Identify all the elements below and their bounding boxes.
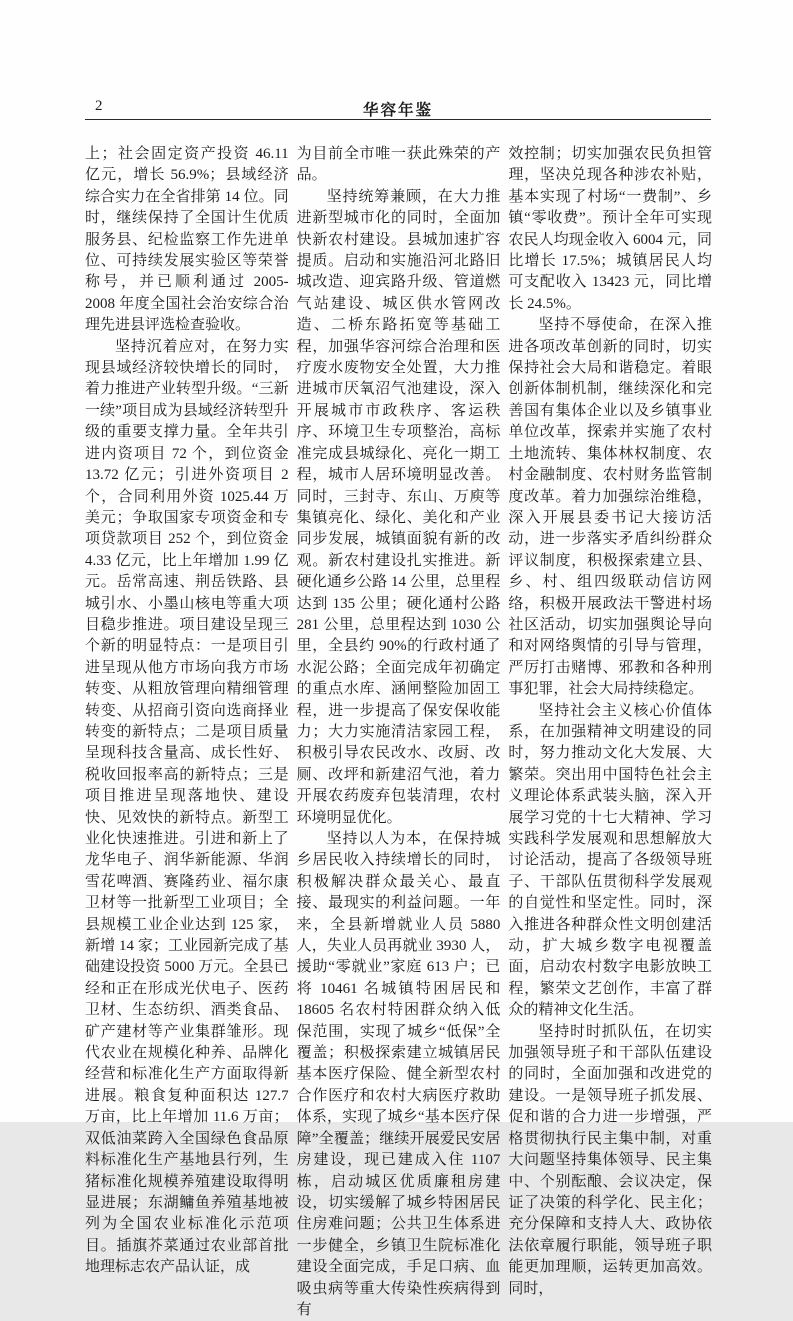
text-column-2 <box>296 144 501 1318</box>
text-columns <box>85 144 713 1318</box>
paragraph: 效控制；切实加强农民负担管理，坚决兑现各种涉农补贴，基本实现了村场“一费制”、乡镇“零收费”。预计全年可实现农民人均现金收入 6004 元，同比增长 17.5%；城镇居民人均可支配收入 13423 元，同比增长 24.5%。 <box>508 146 713 312</box>
page-title: 华容年鉴 <box>362 102 433 119</box>
paragraph: 上；社会固定资产投资 46.11 亿元，增长 56.9%；县域经济综合实力在全省排第 14 位。同时，继续保持了全国计生优质服务县、纪检监察工作先进单位、可持续发展实验区等荣誉称号，并已顺利通过 2005-2008 年度全国社会治安综合治理先进县评选检查验收。 <box>85 146 289 334</box>
paragraph: 坚持统筹兼顾，在大力推进新型城市化的同时，全面加快新农村建设。县城加速扩容提质。启动和实施沿河北路旧城改造、迎宾路升级、管道燃气站建设、城区供水管网改造、二桥东路拓宽等基础工程，加强华容河综合治理和医疗废水废物安全处置，大力推进城市厌氧沼气池建设，深入开展城市市政秩序、客运秩序、环境卫生专项整治，高标准完成县城绿化、亮化一期工程，城市人居环境明显改善。同时，三封寺、东山、万庾等集镇亮化、绿化、美化和产业同步发展，城镇面貌有新的改观。新农村建设扎实推进。新硬化通乡公路 14 公里，总里程达到 135 公里；硬化通村公路 281 公里，总里程达到 1030 公里，全县约 90%的行政村通了水泥公路；全面完成年初确定的重点水库、涵闸整险加固工程，进一步提高了保安保收能力；大力实施清洁家园工程，积极引导农民改水、改厨、改厕、改坪和新建沼气池，着力开展农药废弃包装清理，农村环境明显优化。 <box>296 188 501 826</box>
text-column-3 <box>508 144 713 1297</box>
paragraph: 坚持社会主义核心价值体系，在加强精神文明建设的同时，努力推动文化大发展、大繁荣。突出用中国特色社会主义理论体系武装头脑，深入开展学习党的十七大精神、学习实践科学发展观和思想解放大讨论活动，提高了各级领导班子、干部队伍贯彻科学发展观的自觉性和坚定性。同时，深入推进各种群众性文明创建活动，扩大城乡数字电视覆盖面，启动农村数字电影放映工程，繁荣文艺创作，丰富了群众的精神文化生活。 <box>508 702 713 1019</box>
header-rule <box>85 119 711 120</box>
page-header <box>85 98 711 118</box>
paragraph: 坚持沉着应对，在努力实现县域经济较快增长的同时，着力推进产业转型升级。“三新一续”项目成为县域经济转型升级的重要支撑力量。全年共引进内资项目 72 个，到位资金 13.72 亿元；引进外资项目 2 个，合同利用外资 1025.44 万美元；争取国家专项资金和专项贷款项目 252 个，到位资金 4.33 亿元，比上年增加 1.99 亿元。岳常高速、荆岳铁路、县城引水、小墨山核电等重大项目稳步推进。项目建设呈现三个新的明显特点：一是项目引进呈现从他方市场向我方市场转变、从粗放管理向精细管理转变、从招商引资向选商择业转变的新特点；二是项目质量呈现科技含量高、成长性好、税收回报率高的新特点；三是项目推进呈现落地快、建设快、见效快的新特点。新型工业化快速推进。引进和新上了龙华电子、润华新能源、华润雪花啤酒、赛隆药业、福尔康卫材等一批新型工业项目；全县规模工业企业达到 125 家，新增 14 家；工业园新完成了基础建设投资 5000 万元。全县已经和正在形成光伏电子、医药卫材、生态纺织、酒类食品、矿产建材等产业集群雏形。现代农业在规模化种养、品牌化经营和标准化生产方面取得新进展。粮食复种面积达 127.7 万亩，比上年增加 11.6 万亩；双低油菜跨入全国绿色食品原料标准化生产基地县行列，生猪标准化规模养殖建设取得明显进展；东湖鳙鱼养殖基地被列为全国农业标准化示范项目。插旗芥菜通过农业部首批地理标志农产品认证，成 <box>85 338 289 1276</box>
text-column-1 <box>85 144 289 1276</box>
page-number: 2 <box>95 98 103 114</box>
paragraph: 坚持不辱使命，在深入推进各项改革创新的同时，切实保持社会大局和谐稳定。着眼创新体制机制，继续深化和完善国有集体企业以及乡镇事业单位改革，探索并实施了农村土地流转、集体林权制度、农村金融制度、农村财务监管制度改革。着力加强综治维稳，深入开展县委书记大接访活动，进一步落实矛盾纠纷群众评议制度，积极探索建立县、乡、村、组四级联动信访网络，积极开展政法干警进村场社区活动，切实加强舆论导向和对网络舆情的引导与管理，严厉打击赌博、邪教和各种刑事犯罪，社会大局持续稳定。 <box>508 317 713 698</box>
paragraph: 坚持以人为本，在保持城乡居民收入持续增长的同时，积极解决群众最关心、最直接、最现实的利益问题。一年来，全县新增就业人员 5880 人，失业人员再就业 3930 人，援助“零就业”家庭 613 户；已将 10461 名城镇特困居民和 18605 名农村特困群众纳入低保范围，实现了城乡“低保”全覆盖；积极探索建立城镇居民基本医疗保险、健全新型农村合作医疗和农村大病医疗救助体系，实现了城乡“基本医疗保障”全覆盖；继续开展爱民安居房建设，现已建成入住 1107 栋，启动城区优质廉租房建设，切实缓解了城乡特困居民住房难问题；公共卫生体系进一步健全，乡镇卫生院标准化建设全面完成，手足口病、血吸虫病等重大传染性疾病得到有 <box>296 831 501 1318</box>
paragraph: 坚持时时抓队伍，在切实加强领导班子和干部队伍建设的同时，全面加强和改进党的建设。一是领导班子抓发展、促和谐的合力进一步增强，严格贯彻执行民主集中制，对重大问题坚持集体领导、民主集中、个别酝酿、会议决定，保证了决策的科学化、民主化；充分保障和支持人大、政协依法依章履行职能，领导班子职能更加理顺，运转更加高效。同时， <box>508 1023 713 1297</box>
paragraph: 为目前全市唯一获此殊荣的产品。 <box>296 146 501 184</box>
